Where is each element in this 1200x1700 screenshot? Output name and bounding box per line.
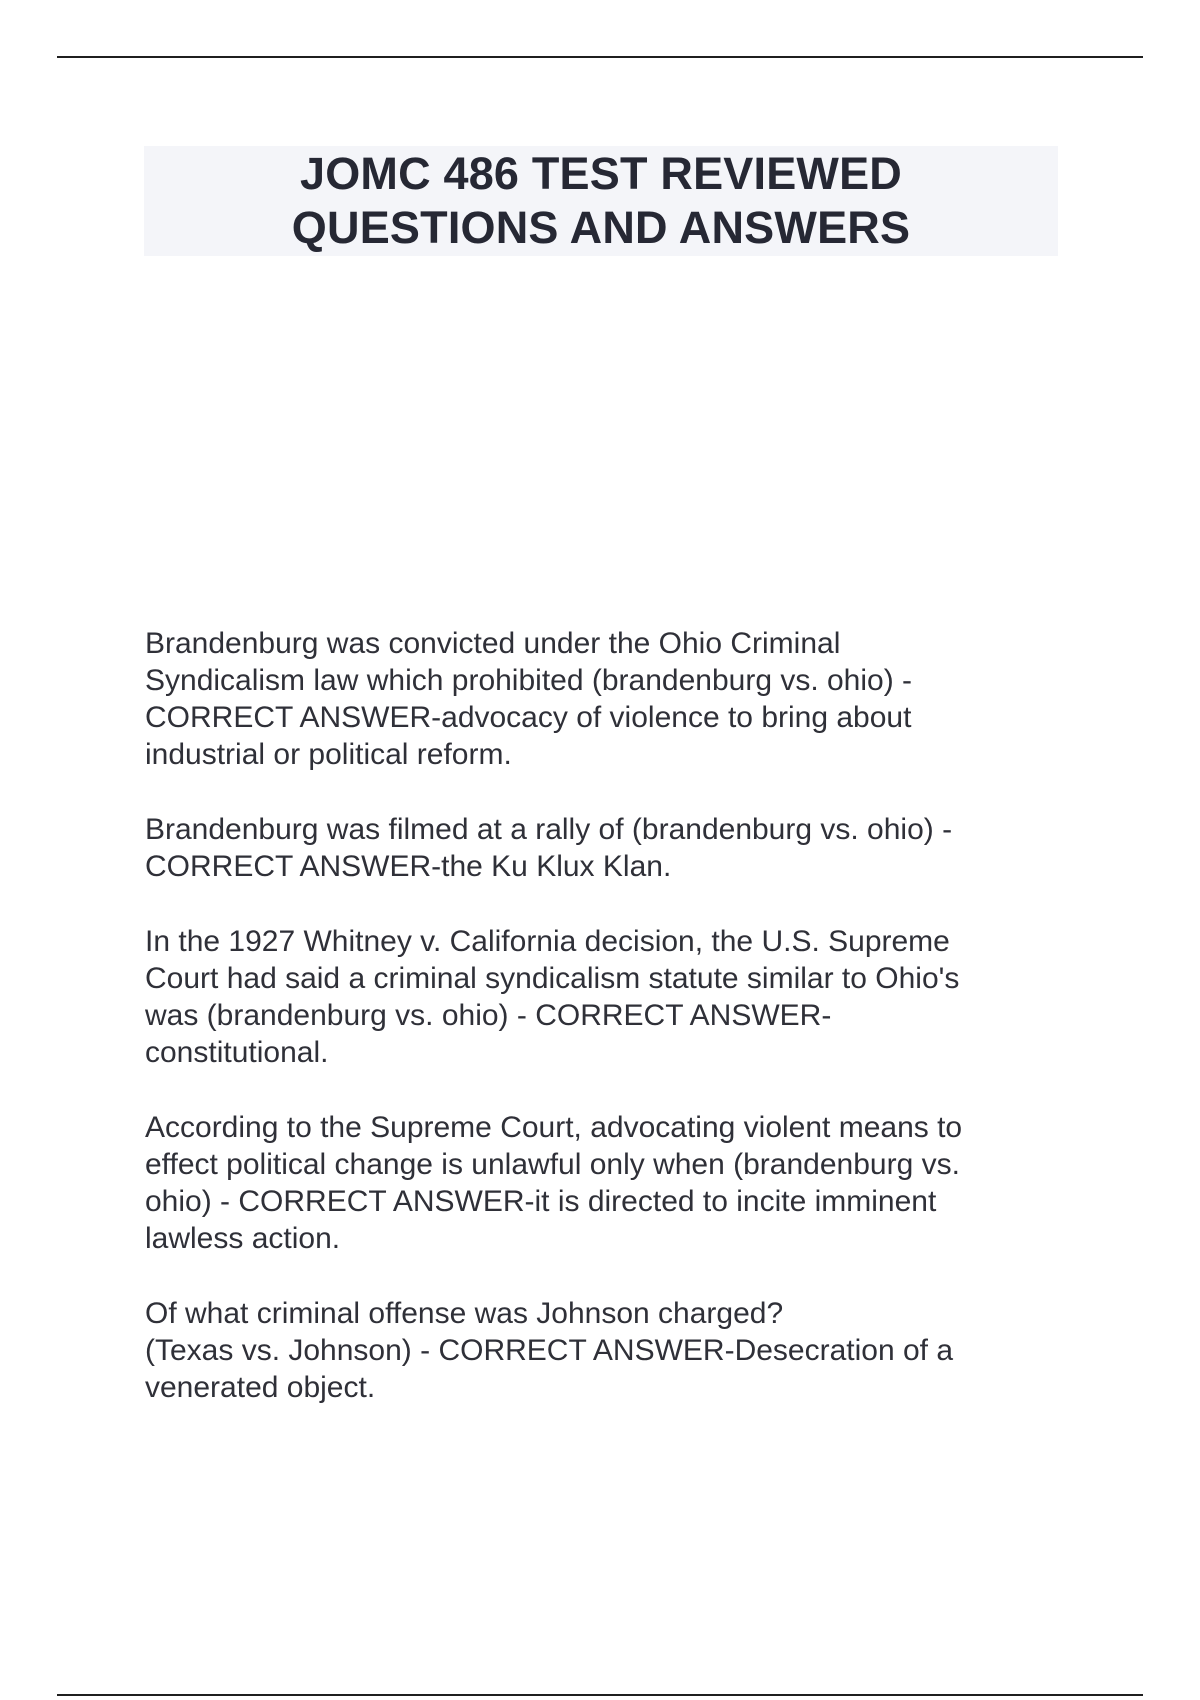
qa-line: According to the Supreme Court, advocating violent means to [145,1111,963,1144]
qa-line: constitutional. [145,1036,329,1069]
top-rule [57,56,1143,58]
bottom-rule [57,1694,1143,1696]
qa-list [145,625,1045,1444]
qa-line: In the 1927 Whitney v. California decision, the U.S. Supreme [145,925,950,958]
qa-line: was (brandenburg vs. ohio) - CORRECT ANSWER- [145,999,832,1032]
qa-line: CORRECT ANSWER-the Ku Klux Klan. [145,850,672,883]
qa-line: Court had said a criminal syndicalism statute similar to Ohio's [145,962,960,995]
qa-line: Brandenburg was filmed at a rally of (brandenburg vs. ohio) - [145,813,953,846]
title-line: JOMC 486 TEST REVIEWED [299,148,903,199]
qa-item-3 [145,923,1045,1071]
qa-line: lawless action. [145,1222,341,1255]
title-box [144,146,1058,256]
qa-item-2 [145,811,1045,885]
qa-line: venerated object. [145,1371,376,1404]
title-line: QUESTIONS AND ANSWERS [291,202,911,253]
qa-line: industrial or political reform. [145,738,512,771]
qa-line: (Texas vs. Johnson) - CORRECT ANSWER-Desecration of a [145,1334,954,1367]
qa-line: CORRECT ANSWER-advocacy of violence to bring about [145,701,912,734]
qa-line: Of what criminal offense was Johnson charged? [145,1297,784,1330]
document-title [292,147,910,255]
qa-item-5 [145,1295,1045,1406]
qa-line: effect political change is unlawful only when (brandenburg vs. [145,1148,960,1181]
qa-line: ohio) - CORRECT ANSWER-it is directed to incite imminent [145,1185,937,1218]
qa-line: Syndicalism law which prohibited (brandenburg vs. ohio) - [145,664,913,697]
qa-item-1 [145,625,1045,773]
qa-line: Brandenburg was convicted under the Ohio Criminal [145,627,841,660]
qa-item-4 [145,1109,1045,1257]
